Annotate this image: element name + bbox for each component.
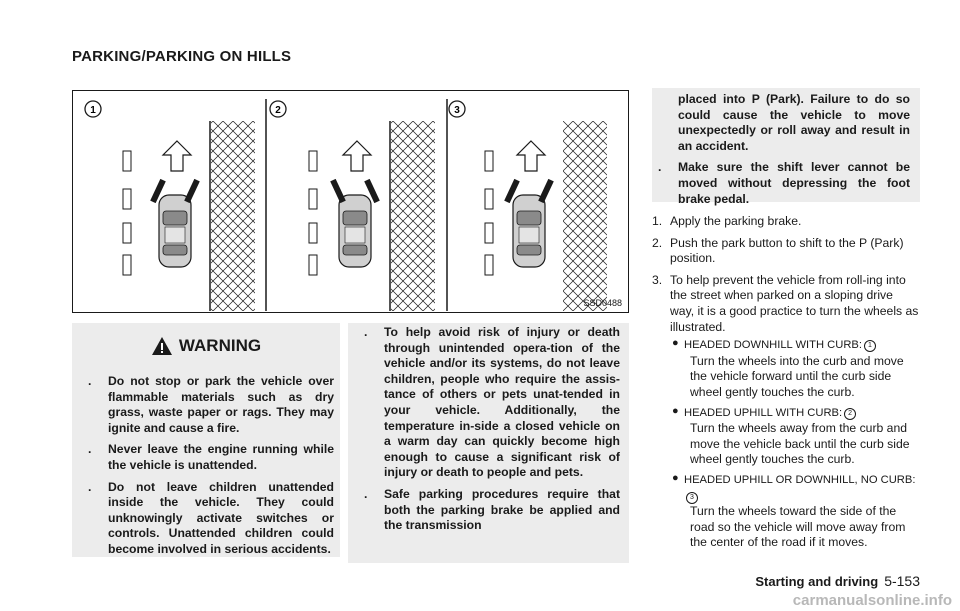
wheel-positions — [670, 337, 920, 551]
panel-2 — [266, 99, 435, 311]
procedure-steps — [652, 214, 920, 557]
warning-heading — [72, 336, 340, 356]
warning-list-col3 — [652, 92, 910, 213]
warning-item: . Make sure the shift lever cannot be moved without depressing the foot brake pedal. — [658, 160, 910, 206]
warning-item: . Safe parking procedures require that both the parking brake be applied and the transmission — [364, 486, 620, 533]
panel-2-label: 2 — [275, 105, 281, 116]
sub-step: ● HEADED DOWNHILL WITH CURB: 1 Turn the wheels into the curb and move the vehicle forward until the curb side wheel gently touches the curb. — [672, 337, 904, 399]
step-item: 3. To help prevent the vehicle from roll-ing into the street when parked on a sloping drive way, it is a good practice to turn the wheels as illustrated. ● HEADED DOWNHILL WITH CURB: 1 Turn the wheels into the curb and move the vehicle forward until the curb side wheel gently touches the curb. ● HEADED UPHILL WITH CURB: 2 Turn the wheels away from the curb and move the vehicle back until the curb side wheel gently touches the curb. ● HEADED UPHILL OR DOWNHILL, NO CURB:3 Turn the wheels toward the side of the road so the vehicle will move away from the center of the road if it moves. — [652, 272, 919, 550]
watermark: carmanualsonline.info — [792, 592, 952, 609]
page-footer — [755, 573, 920, 589]
warning-list-col1 — [82, 374, 334, 564]
panel-1 — [85, 101, 255, 311]
step-item: 2. Push the park button to shift to the P (Park) position. — [652, 235, 904, 266]
page-title: PARKING/PARKING ON HILLS — [72, 48, 292, 65]
warning-item: . To help avoid risk of injury or death through unintended opera-tion of the vehicle and/or its systems, do not leave children, people who require the assis-tance of others or pets unat-tended in your vehicle. Additionally, the temperature in-side a closed vehicle on a warm day can quickly become high enough to cause a significant risk of injury or death to people and pets. — [364, 325, 620, 480]
panel-1-label: 1 — [90, 105, 96, 116]
marker-2-icon: 2 — [844, 408, 856, 420]
step-item: 1. Apply the parking brake. — [652, 214, 802, 228]
warning-list-col2 — [358, 325, 620, 540]
marker-3-icon: 3 — [686, 492, 698, 504]
parking-illustration — [72, 90, 629, 313]
warning-item: . Never leave the engine running while the vehicle is unattended. — [88, 442, 334, 472]
sub-step: ● HEADED UPHILL OR DOWNHILL, NO CURB:3 Turn the wheels toward the side of the road so the vehicle will move away from the center of the road if it moves. — [672, 471, 916, 550]
page-number: 5-153 — [884, 573, 920, 589]
sub-step: ● HEADED UPHILL WITH CURB: 2 Turn the wheels away from the curb and move the vehicle back until the curb side wheel gently touches the curb. — [672, 404, 910, 467]
warning-title: WARNING — [178, 336, 262, 355]
footer-section: Starting and driving — [755, 574, 879, 589]
illustration-svg — [73, 91, 627, 311]
warning-item-continued: placed into P (Park). Failure to do so could cause the vehicle to move unexpectedly or roll away and result in an accident. — [678, 92, 910, 153]
panel-3-label: 3 — [454, 105, 460, 116]
warning-item: . Do not leave children unattended inside the vehicle. They could unknowingly activate switches or controls. Unattended children could become involved in serious accidents. — [88, 479, 334, 556]
warning-triangle-icon — [151, 336, 173, 356]
figure-code: SSD0488 — [583, 298, 622, 308]
marker-1-icon: 1 — [864, 340, 876, 352]
warning-item: . Do not stop or park the vehicle over flammable materials such as dry grass, waste paper or rags. They may ignite and cause a fire. — [88, 374, 334, 435]
panel-3 — [447, 99, 607, 311]
